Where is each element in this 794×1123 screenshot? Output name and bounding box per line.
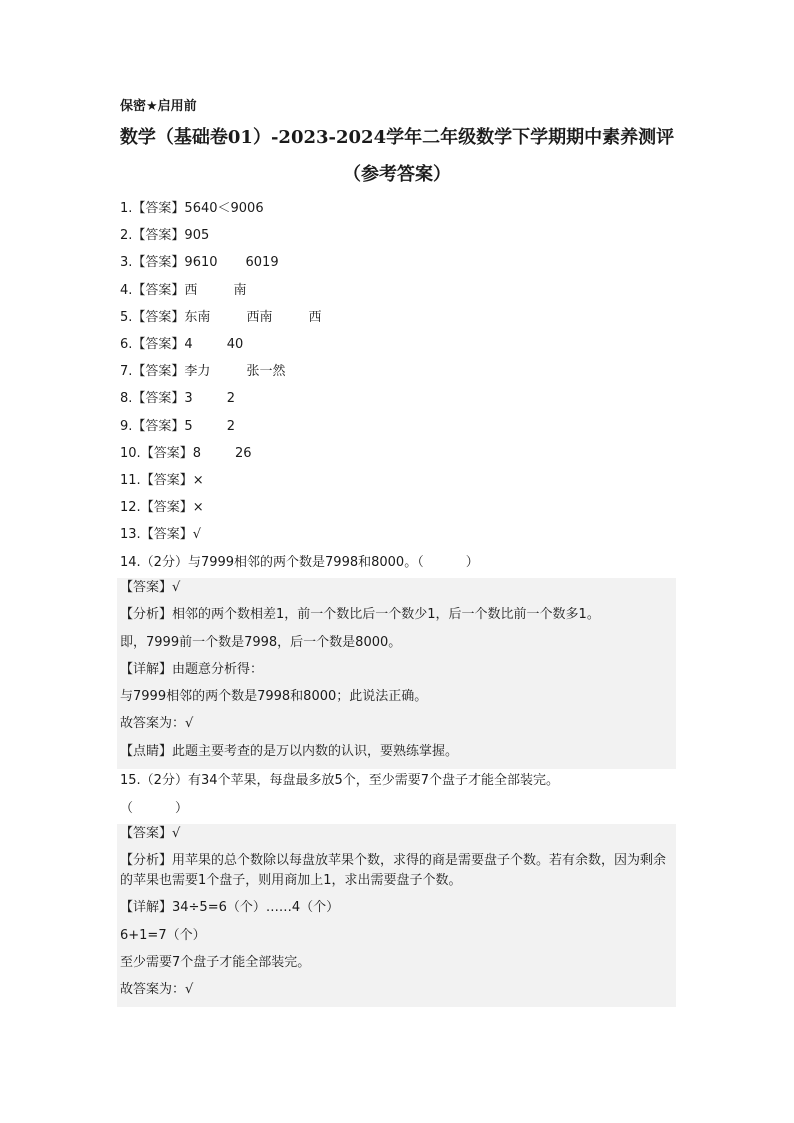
answer-value: 8 xyxy=(192,445,201,461)
answer-row-3 xyxy=(120,253,680,280)
conclusion-line: 故答案为：√ xyxy=(120,716,194,732)
answer-value: 李力 xyxy=(184,364,211,380)
answer-value: √ xyxy=(192,527,201,543)
conclusion-line: 故答案为：√ xyxy=(120,982,194,998)
answer-list xyxy=(120,199,680,552)
detail-line: 与7999相邻的两个数是7998和8000；此说法正确。 xyxy=(120,689,428,705)
question-15-solution xyxy=(117,824,676,1007)
answer-value: 西 xyxy=(184,282,198,298)
answer-tag: 【答案】 xyxy=(132,228,185,244)
answer-row-12 xyxy=(120,498,680,525)
answer-value: 905 xyxy=(184,228,210,244)
answer-tag: 【答案】 xyxy=(132,255,185,271)
answer-value: × xyxy=(192,472,204,488)
answer-value: 40 xyxy=(226,336,244,352)
question-15: 15.（2分）有34个苹果，每盘最多放5个，至少需要7个盘子才能全部装完。 xyxy=(120,773,560,788)
answer-value: 2 xyxy=(226,391,235,407)
answer-row-10 xyxy=(120,444,680,471)
paren-open: （ xyxy=(120,801,134,816)
answer-number: 12. xyxy=(120,500,141,516)
detail-line: 6+1=7（个） xyxy=(120,927,206,943)
answer-row-1 xyxy=(120,199,680,226)
question-14-paren: ） xyxy=(465,555,479,570)
answer-number: 10. xyxy=(120,445,141,461)
answer-number: 2. xyxy=(120,228,133,244)
answer-tag: 【答案】 xyxy=(132,391,185,407)
answer-value: 南 xyxy=(233,282,247,298)
answer-tag: 【答案】 xyxy=(132,364,185,380)
answer-value: 2 xyxy=(226,418,235,434)
answer-row-6 xyxy=(120,335,680,362)
answer-tag: 【答案】 xyxy=(132,201,185,216)
analysis-line: 【分析】相邻的两个数相差1，前一个数比后一个数少1，后一个数比前一个数多1。 xyxy=(120,607,600,623)
answer-number: 3. xyxy=(120,255,133,271)
answer-row-8 xyxy=(120,389,680,416)
answer-line: 【答案】√ xyxy=(120,826,181,841)
answer-tag: 【答案】 xyxy=(140,472,193,488)
answer-value: 西 xyxy=(308,309,322,325)
answer-number: 1. xyxy=(120,201,133,216)
answer-line: 【答案】√ xyxy=(120,580,181,595)
answer-number: 7. xyxy=(120,364,133,380)
answer-value: 东南 xyxy=(184,309,211,325)
answer-row-4 xyxy=(120,281,680,308)
page-subtitle xyxy=(0,160,794,186)
answer-tag: 【答案】 xyxy=(132,418,185,434)
confidential-label: 保密★启用前 xyxy=(120,99,197,114)
question-15-paren xyxy=(120,799,188,819)
question-14 xyxy=(120,553,479,573)
question-14-text: 14.（2分）与7999相邻的两个数是7998和8000。（ xyxy=(120,555,424,570)
answer-number: 5. xyxy=(120,309,133,325)
answer-tag: 【答案】 xyxy=(140,527,193,543)
answer-tag: 【答案】 xyxy=(132,336,185,352)
answer-number: 8. xyxy=(120,391,133,407)
answer-value: 3 xyxy=(184,391,193,407)
answer-tag: 【答案】 xyxy=(140,500,193,516)
answer-value: 4 xyxy=(184,336,193,352)
tip-line: 【点睛】此题主要考查的是万以内数的认识，要熟练掌握。 xyxy=(120,743,459,759)
answer-number: 6. xyxy=(120,336,133,352)
answer-tag: 【答案】 xyxy=(132,309,185,325)
detail-line: 至少需要7个盘子才能全部装完。 xyxy=(120,954,311,970)
analysis-line: 即，7999前一个数是7998，后一个数是8000。 xyxy=(120,634,402,650)
answer-value: 张一然 xyxy=(246,364,286,380)
paren-close: ） xyxy=(175,801,189,816)
answer-value: 9610 xyxy=(184,255,218,271)
answer-value: × xyxy=(192,500,204,516)
answer-row-11 xyxy=(120,471,680,498)
answer-value: 6019 xyxy=(245,255,279,271)
answer-tag: 【答案】 xyxy=(140,445,193,461)
page-title: 数学（基础卷01）-2023-2024学年二年级数学下学期期中素养测评 xyxy=(119,127,675,148)
analysis-line: 【分析】用苹果的总个数除以每盘放苹果个数，求得的商是需要盘子个数。若有余数，因为剩余的苹果也需要1个盘子，则用商加上1，求出需要盘子个数。 xyxy=(120,853,667,889)
detail-line: 【详解】由题意分析得： xyxy=(120,661,264,677)
answer-row-13 xyxy=(120,525,680,552)
subtitle-text: （参考答案） xyxy=(343,164,451,185)
detail-line: 【详解】34÷5=6（个）……4（个） xyxy=(120,900,340,916)
answer-value: 5640＜9006 xyxy=(184,201,264,216)
answer-row-9 xyxy=(120,417,680,444)
answer-number: 13. xyxy=(120,527,141,543)
answer-row-2 xyxy=(120,226,680,253)
answer-row-5 xyxy=(120,308,680,335)
answer-value: 西南 xyxy=(246,309,273,325)
answer-number: 9. xyxy=(120,418,133,434)
answer-tag: 【答案】 xyxy=(132,282,185,298)
question-14-solution xyxy=(117,578,676,769)
answer-number: 11. xyxy=(120,472,141,488)
answer-value: 5 xyxy=(184,418,193,434)
answer-row-7 xyxy=(120,362,680,389)
answer-value: 26 xyxy=(234,445,252,461)
answer-number: 4. xyxy=(120,282,133,298)
